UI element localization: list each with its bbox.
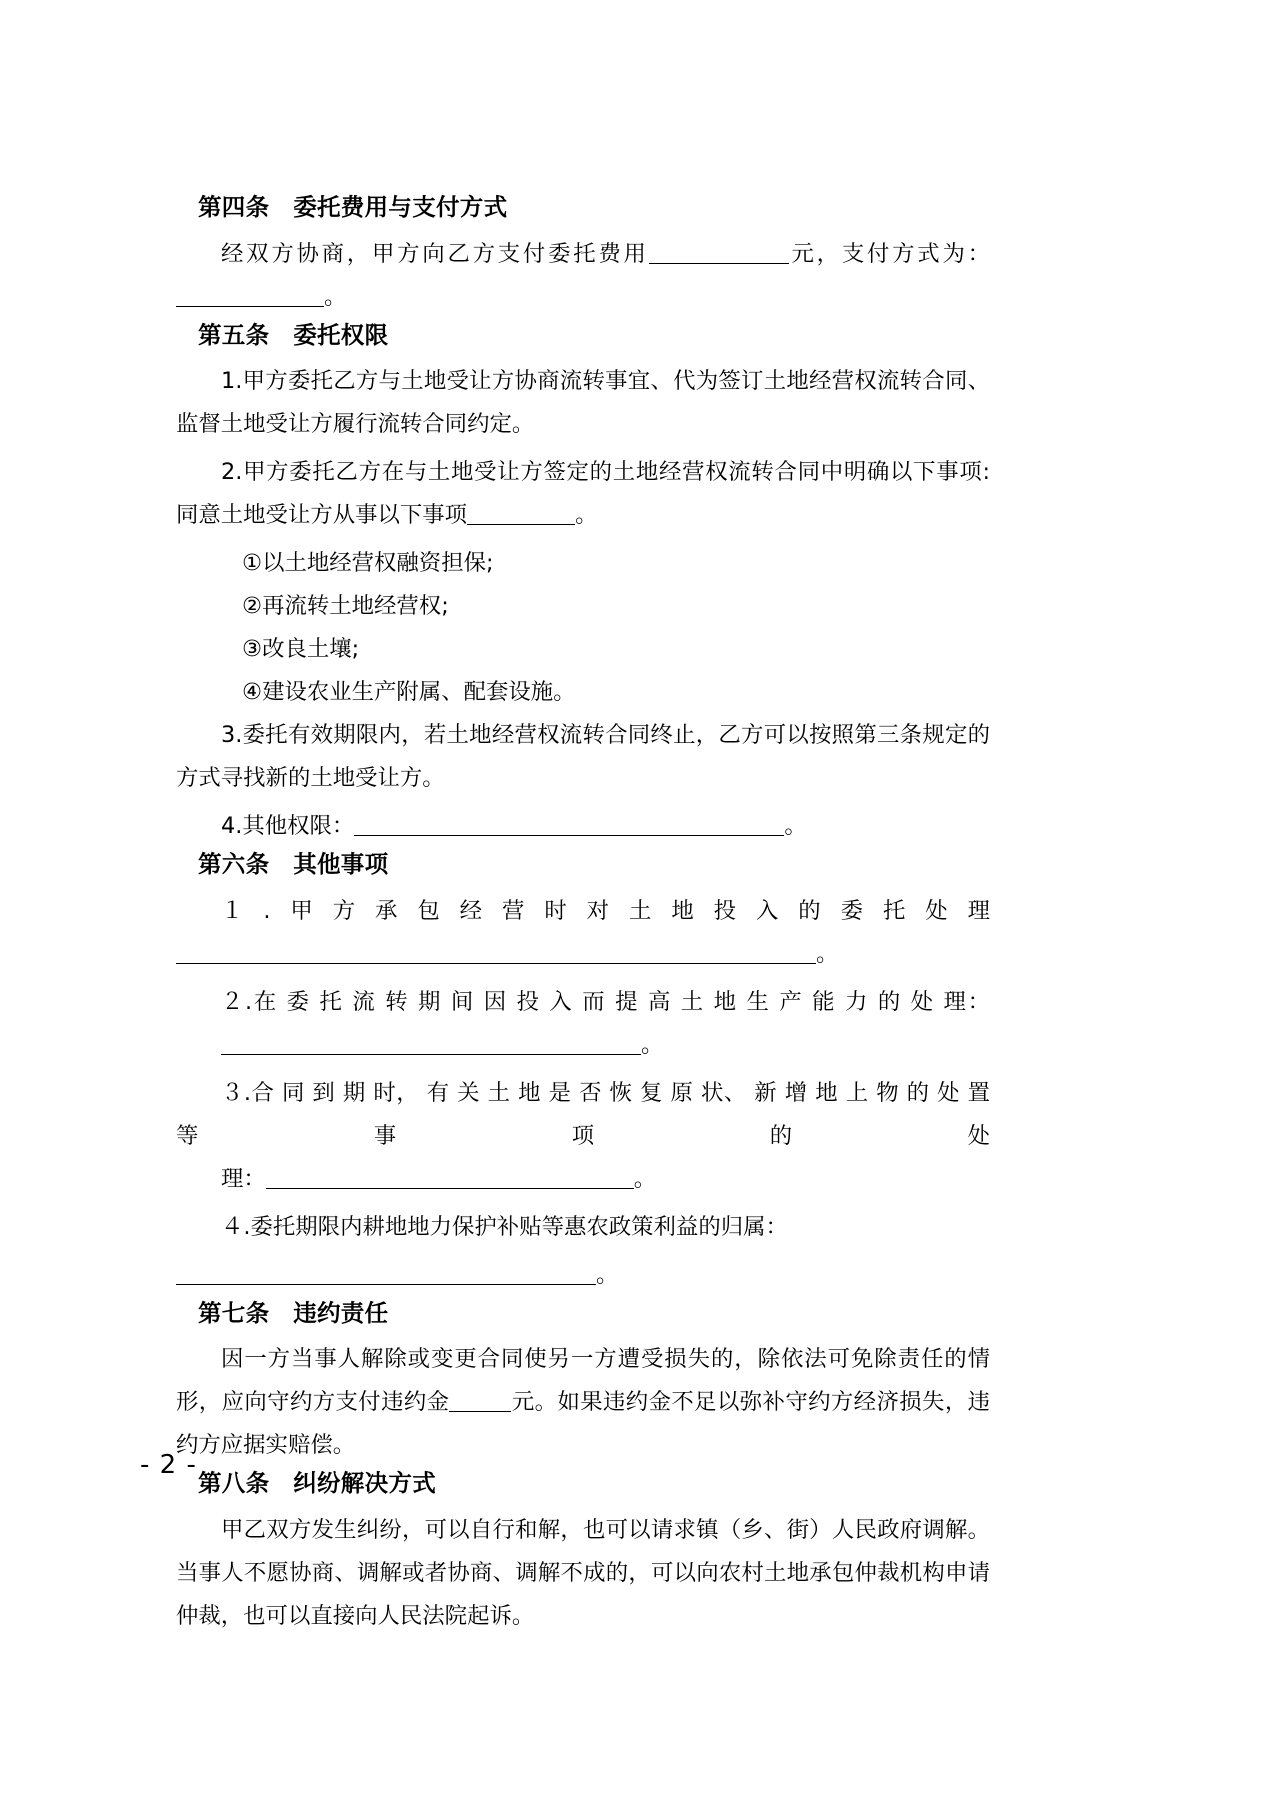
article-6-item-3: [176, 1072, 990, 1201]
a5-p4-text-1: 4.其他权限：: [221, 813, 355, 839]
article-5-item-2: [176, 451, 990, 537]
document-body: [176, 193, 991, 1638]
a7-p1-text-2: 元。如果违约金不足以弥补守约方经济损失，违约方应据实赔偿。: [176, 1389, 991, 1458]
a4-p1-text-1: 经双方协商，甲方向乙方支付委托费用: [221, 240, 649, 267]
article-5-item-3: 3.委托有效期限内，若土地经营权流转合同终止，乙方可以按照第三条规定的方式寻找新的土地受让方。: [176, 722, 990, 791]
a6-i2-blank[interactable]: [221, 1033, 641, 1055]
permitted-activities-blank[interactable]: [467, 503, 575, 525]
a5-p4-text-2: 。: [784, 813, 807, 839]
a6-i1-mark: 。: [816, 940, 839, 967]
article-6-item-1: [176, 890, 990, 976]
article-6-item-4-blank-line: [176, 1254, 990, 1297]
fee-amount-blank[interactable]: [649, 242, 789, 264]
article-5-circled-item-4: ④建设农业生产附属、配套设施。: [242, 679, 576, 705]
penalty-amount-blank[interactable]: [449, 1390, 511, 1412]
article-4-heading: 第四条 委托费用与支付方式: [198, 193, 508, 221]
a6-i1-lead: １.甲方承包经营时对土地投入的委托处理: [221, 897, 990, 924]
a6-i4-mark: 。: [596, 1261, 619, 1288]
article-6-heading: 第六条 其他事项: [198, 850, 389, 878]
a6-i4-lead: ４.委托期限内耕地地力保护补贴等惠农政策利益的归属：: [221, 1213, 788, 1240]
a5-p2-text-1: 2.甲方委托乙方在与土地受让方签定的土地经营权流转合同中明确以下事项: 同意土地受让方从事以下事项: [176, 459, 990, 528]
article-5-item-4: [176, 805, 990, 848]
a6-i3-cont-wrap: [176, 1158, 990, 1201]
a6-i4-blank[interactable]: [176, 1263, 596, 1285]
a6-i3-mark: 。: [633, 1165, 657, 1192]
a6-i3-blank[interactable]: [266, 1167, 634, 1189]
article-5-item-1: 1.甲方委托乙方与土地受让方协商流转事宜、代为签订土地经营权流转合同、监督土地受让方履行流转合同约定。: [176, 368, 990, 437]
article-6-item-2: [176, 981, 990, 1067]
section-article-6: [176, 850, 990, 1297]
section-article-4: [176, 193, 991, 319]
other-authority-blank[interactable]: [354, 814, 784, 836]
article-8-heading: 第八条 纠纷解决方式: [198, 1469, 436, 1497]
a6-i2-lead: ２.在 委 托 流 转 期 间 因 投 入 而 提 高 土 地 生 产 能 力 的 处 理：: [221, 988, 990, 1015]
section-article-7: [176, 1298, 991, 1468]
article-5-heading: 第五条 委托权限: [198, 320, 389, 349]
section-article-5: [176, 320, 990, 849]
article-5-circled-item-1: ①以土地经营权融资担保;: [242, 550, 494, 576]
article-6-item-4: [176, 1206, 990, 1249]
article-5-circled-item-3: ③改良土壤;: [242, 636, 360, 662]
a6-i1-blank-a[interactable]: [176, 942, 676, 964]
a4-p1-text-3: 。: [324, 283, 347, 310]
article-7-paragraph-1: [176, 1338, 990, 1467]
article-8-paragraph-1: 甲乙双方发生纠纷，可以自行和解，也可以请求镇（乡、街）人民政府调解。当事人不愿协商、调解或者协商、调解不成的，可以向农村土地承包仲裁机构申请仲裁，也可以直接向人民法院起诉。: [176, 1516, 990, 1629]
payment-method-blank[interactable]: [176, 285, 324, 307]
section-article-8: [176, 1469, 990, 1638]
a6-i2-blank-wrap: [176, 1024, 990, 1067]
a5-p2-text-2: 。: [575, 502, 598, 528]
a7-p1-text-1: 因一方当事人解除或变更合同使另一方遭受损失的，除依法可免除责任的情形，应向守约方支付违约金: [176, 1346, 990, 1415]
a4-p1-text-2: 元，支付方式为：: [788, 240, 991, 267]
article-7-heading: 第七条 违约责任: [198, 1298, 389, 1327]
a6-i1-blank-b[interactable]: [676, 942, 816, 964]
a6-i3-cont: 理：: [221, 1165, 266, 1192]
article-4-paragraph-1: [176, 233, 990, 319]
page-number: - 2 -: [140, 1450, 197, 1480]
a6-i3-lead: ３.合 同 到 期 时， 有 关 土 地 是 否 恢 复 原 状、 新 增 地 上 物 的 处 置 等 事 项 的 处: [176, 1079, 990, 1149]
a6-i2-mark: 。: [641, 1031, 664, 1058]
article-5-circled-item-2: ②再流转土地经营权;: [242, 593, 449, 619]
